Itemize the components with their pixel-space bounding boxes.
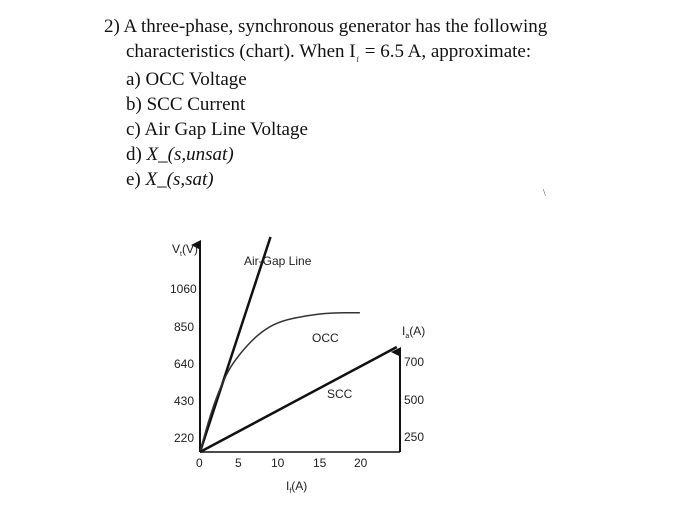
item-text: Air Gap Line Voltage: [144, 119, 308, 140]
y-right-tick-label: 500: [404, 393, 425, 407]
item-text: OCC Voltage: [145, 69, 247, 90]
question-item-c: [126, 119, 308, 141]
item-letter: b): [126, 94, 142, 115]
occ-label: OCC: [312, 331, 339, 345]
question-line-1: [104, 16, 547, 38]
question-intro-1: A three-phase, synchronous generator has the following: [123, 16, 548, 37]
air-gap-line-label: Air-Gap Line: [244, 254, 312, 268]
question-number: 2): [104, 16, 120, 37]
generator-chart: [150, 220, 550, 505]
x-tick-label: 20: [354, 456, 368, 470]
x-tick-label: 0: [196, 456, 203, 470]
x-tick-label: 10: [271, 456, 285, 470]
question-item-e: [126, 169, 214, 191]
item-text: SCC Current: [146, 94, 246, 115]
y-left-tick-label: 640: [174, 357, 195, 371]
y-right-tick-label: 250: [404, 430, 425, 444]
question-item-d: [126, 144, 234, 166]
y-left-tick-label: 430: [174, 394, 195, 408]
y-left-axis-title: $V_t(V)$: [172, 242, 198, 258]
question-line-2: [126, 41, 531, 66]
y-left-tick-label: 220: [174, 431, 195, 445]
item-letter: a): [126, 69, 141, 90]
y-left-tick-label: 850: [174, 320, 195, 334]
scc-label: SCC: [327, 387, 353, 401]
item-text: X_(s,unsat): [146, 144, 234, 165]
x-tick-label: 5: [235, 456, 242, 470]
question-intro-2a: characteristics (chart). When I: [126, 41, 356, 62]
question-item-b: [126, 94, 245, 116]
x-axis-title: $I_f(A)$: [286, 479, 308, 495]
stray-mark: \: [543, 188, 546, 199]
question-item-a: [126, 69, 247, 91]
y-left-tick-label: 1060: [170, 282, 197, 296]
question-block: [0, 0, 700, 200]
item-letter: d): [126, 144, 142, 165]
x-tick-label: 15: [313, 456, 327, 470]
y-right-axis-title: $I_a(A)$: [402, 324, 426, 340]
item-text: X_(s,sat): [145, 169, 214, 190]
y-right-tick-label: 700: [404, 355, 425, 369]
item-letter: e): [126, 169, 141, 190]
field-current-subscript: f: [356, 56, 359, 64]
item-letter: c): [126, 119, 141, 140]
question-intro-2b: = 6.5 A, approximate:: [364, 41, 532, 62]
